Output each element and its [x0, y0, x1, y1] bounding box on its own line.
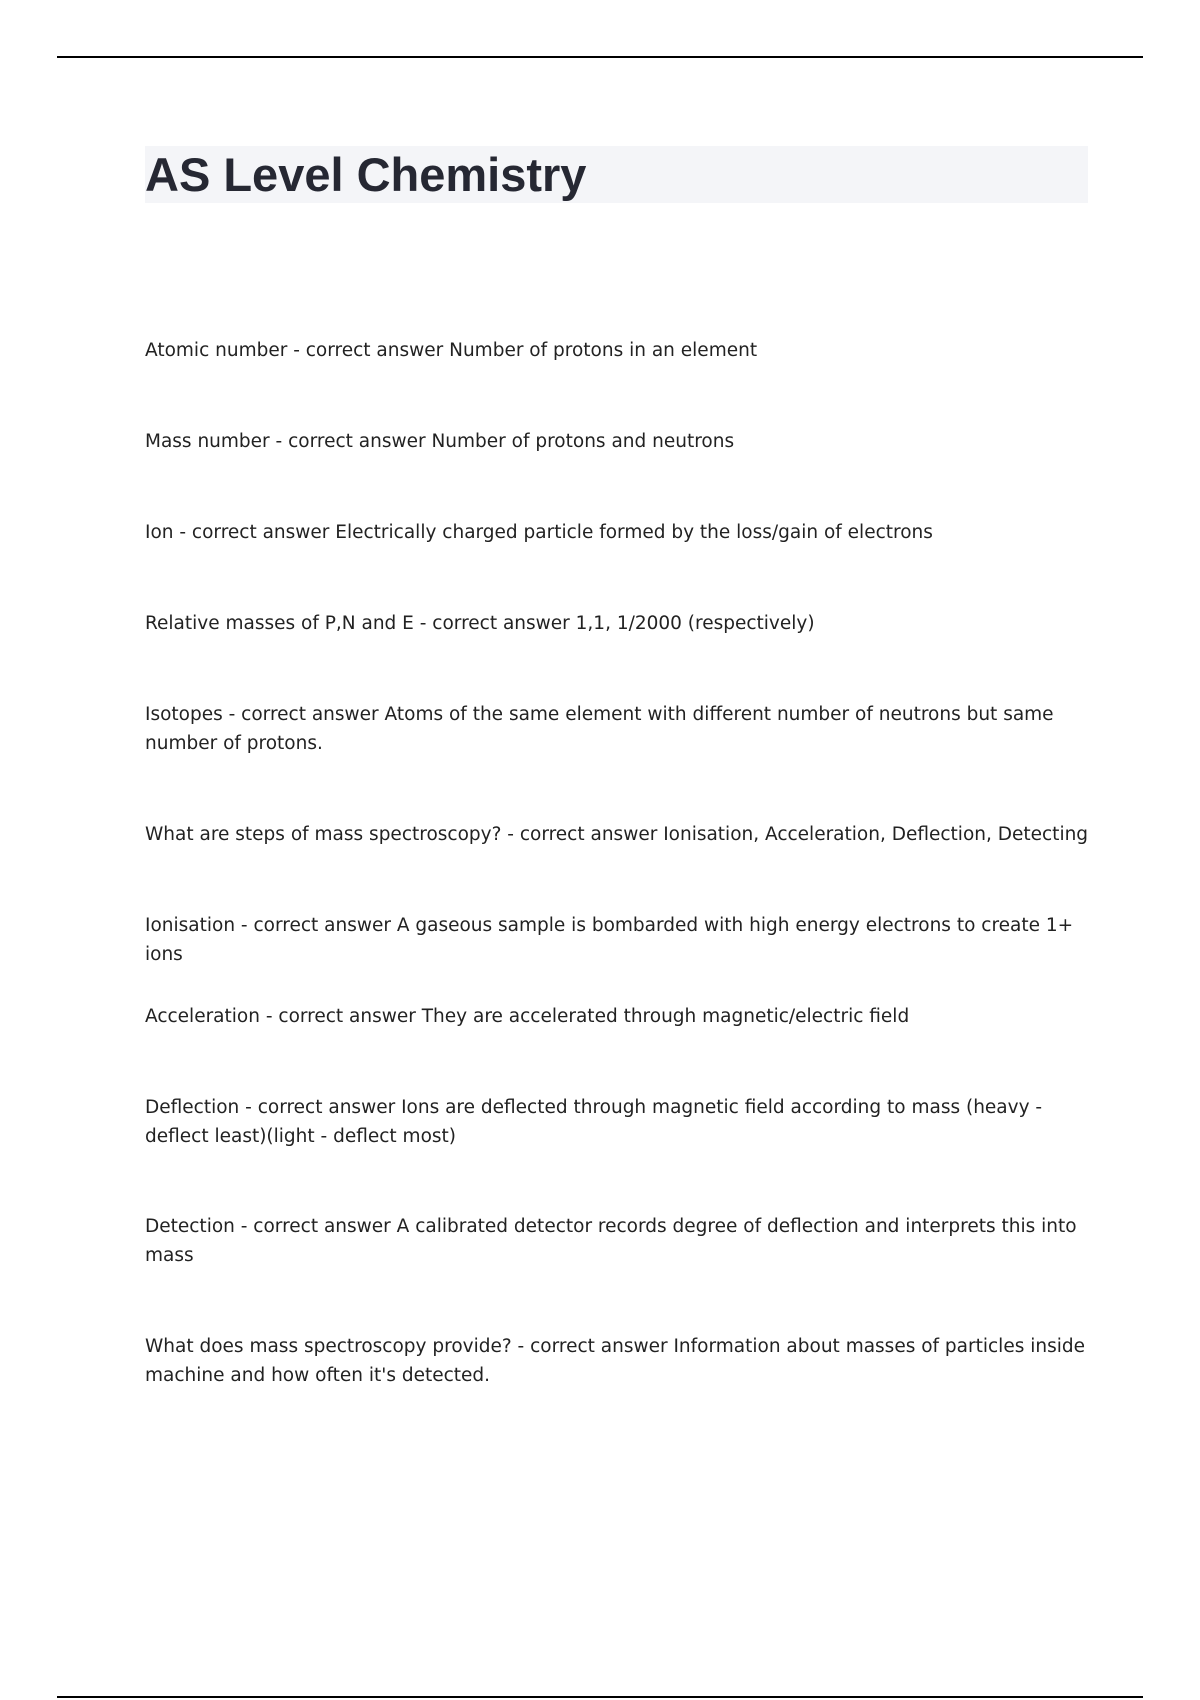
flashcard-deflection: Deflection - correct answer Ions are deflected through magnetic field according to mass (heavy - deflect least)(light - deflect most): [145, 1097, 1043, 1147]
flashcard-mass-spectroscopy-steps: What are steps of mass spectroscopy? - correct answer Ionisation, Acceleration, Deflection, Detecting: [145, 824, 1089, 845]
flashcard-ionisation: Ionisation - correct answer A gaseous sample is bombarded with high energy electrons to create 1+ ions: [145, 915, 1074, 965]
flashcard-relative-masses: Relative masses of P,N and E - correct answer 1,1, 1/2000 (respectively): [145, 613, 815, 634]
flashcard-detection: Detection - correct answer A calibrated detector records degree of deflection and interprets this into mass: [145, 1216, 1077, 1266]
flashcard-ion: Ion - correct answer Electrically charged particle formed by the loss/gain of electrons: [145, 522, 933, 543]
flashcard-mass-spectroscopy-provides: What does mass spectroscopy provide? - correct answer Information about masses of particles inside machine and how often it's detected.: [145, 1336, 1085, 1386]
page-title: AS Level Chemistry: [145, 148, 587, 201]
flashcard-mass-number: Mass number - correct answer Number of protons and neutrons: [145, 431, 735, 452]
bottom-rule: [57, 1696, 1143, 1698]
flashcard-acceleration: Acceleration - correct answer They are accelerated through magnetic/electric field: [145, 1006, 910, 1027]
flashcard-atomic-number: Atomic number - correct answer Number of protons in an element: [145, 340, 758, 361]
top-rule: [57, 56, 1143, 58]
flashcard-isotopes: Isotopes - correct answer Atoms of the same element with different number of neutrons but same number of protons.: [145, 704, 1054, 754]
